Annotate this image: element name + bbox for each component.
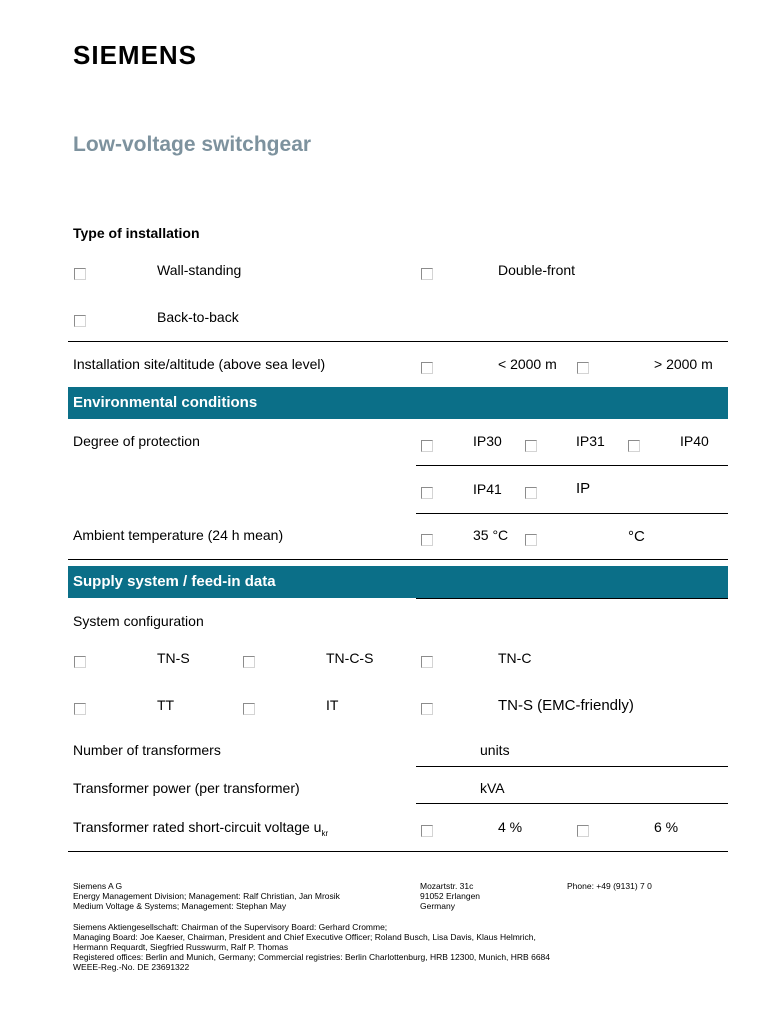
- ip31-label: IP31: [576, 433, 605, 449]
- degree-of-protection-label: Degree of protection: [73, 433, 200, 449]
- transformer-power-label: Transformer power (per transformer): [73, 780, 300, 796]
- double-front-label: Double-front: [498, 262, 576, 278]
- system-configuration-label: System configuration: [73, 613, 204, 629]
- ip-custom-checkbox[interactable]: [525, 487, 537, 499]
- tn-s-emc-checkbox[interactable]: [421, 703, 433, 715]
- divider: [68, 559, 728, 560]
- pct-4-checkbox[interactable]: [421, 825, 433, 837]
- wall-standing-label: Wall-standing: [157, 262, 242, 278]
- double-front-checkbox[interactable]: [421, 268, 433, 280]
- divider: [68, 851, 728, 852]
- tn-s-emc-label: TN-S (EMC-friendly): [498, 697, 634, 714]
- tn-s-label: TN-S: [157, 650, 190, 666]
- supply-section-header: Supply system / feed-in data: [68, 566, 728, 598]
- temp-unit-label: °C: [628, 528, 645, 545]
- ip30-label: IP30: [473, 433, 502, 449]
- above-2000m-checkbox[interactable]: [577, 362, 589, 374]
- divider: [416, 513, 728, 514]
- tn-s-checkbox[interactable]: [74, 656, 86, 668]
- pct-6-label: 6 %: [654, 819, 679, 835]
- temp-custom-checkbox[interactable]: [525, 534, 537, 546]
- ip40-label: IP40: [680, 433, 709, 449]
- tt-checkbox[interactable]: [74, 703, 86, 715]
- back-to-back-label: Back-to-back: [157, 309, 239, 325]
- ip-custom-label: IP: [576, 480, 591, 497]
- number-of-transformers-label: Number of transformers: [73, 742, 221, 758]
- ip40-checkbox[interactable]: [628, 440, 640, 452]
- tn-c-checkbox[interactable]: [421, 656, 433, 668]
- installation-site-label: Installation site/altitude (above sea level): [73, 356, 326, 372]
- divider: [416, 766, 728, 767]
- back-to-back-checkbox[interactable]: [74, 315, 86, 327]
- it-checkbox[interactable]: [243, 703, 255, 715]
- pct-4-label: 4 %: [498, 819, 523, 835]
- units-label: units: [480, 742, 510, 758]
- footer-company: Siemens A G Energy Management Division; Management: Ralf Christian, Jan Mrosik Medium Voltage & Systems; Management: Stephan May: [73, 881, 340, 911]
- above-2000m-label: > 2000 m: [654, 356, 713, 372]
- ambient-temperature-label: Ambient temperature (24 h mean): [73, 527, 284, 543]
- tn-c-s-label: TN-C-S: [326, 650, 374, 666]
- divider: [416, 598, 728, 599]
- wall-standing-checkbox[interactable]: [74, 268, 86, 280]
- below-2000m-checkbox[interactable]: [421, 362, 433, 374]
- tt-label: TT: [157, 697, 175, 713]
- pct-6-checkbox[interactable]: [577, 825, 589, 837]
- tn-c-label: TN-C: [498, 650, 532, 666]
- page-title: Low-voltage switchgear: [73, 133, 312, 156]
- environment-section-header: Environmental conditions: [68, 387, 728, 419]
- tn-c-s-checkbox[interactable]: [243, 656, 255, 668]
- divider: [416, 465, 728, 466]
- temp-35-checkbox[interactable]: [421, 534, 433, 546]
- kva-label: kVA: [480, 780, 505, 796]
- divider: [416, 803, 728, 804]
- footer-phone: Phone: +49 (9131) 7 0: [567, 881, 652, 891]
- ip41-checkbox[interactable]: [421, 487, 433, 499]
- footer-address: Mozartstr. 31c 91052 Erlangen Germany: [420, 881, 481, 911]
- installation-heading: Type of installation: [73, 225, 200, 241]
- footer-legal: Siemens Aktiengesellschaft: Chairman of the Supervisory Board: Gerhard Cromme; Managing Board: Joe Kaeser, Chairman, President and Chief Executive Officer; Roland Busch, Lisa Davis, Klaus Helmrich, Hermann Requardt, Siegfried Russwurm, Ralf P. Thomas Registered offices: Berlin and Munich, Germany; Commercial registries: Berlin Charlottenburg, HRB 12300, Munich, HRB 6684 WEEE-Reg.-No. DE 23691322: [73, 922, 551, 972]
- short-circuit-voltage-label: Transformer rated short-circuit voltage $u_{kr}$: [73, 819, 329, 838]
- ip30-checkbox[interactable]: [421, 440, 433, 452]
- ip41-label: IP41: [473, 481, 502, 497]
- below-2000m-label: < 2000 m: [498, 356, 557, 372]
- divider: [68, 341, 728, 342]
- it-label: IT: [326, 697, 339, 713]
- ip31-checkbox[interactable]: [525, 440, 537, 452]
- temp-35-label: 35 °C: [473, 527, 509, 543]
- siemens-logo: SIEMENS: [73, 40, 198, 70]
